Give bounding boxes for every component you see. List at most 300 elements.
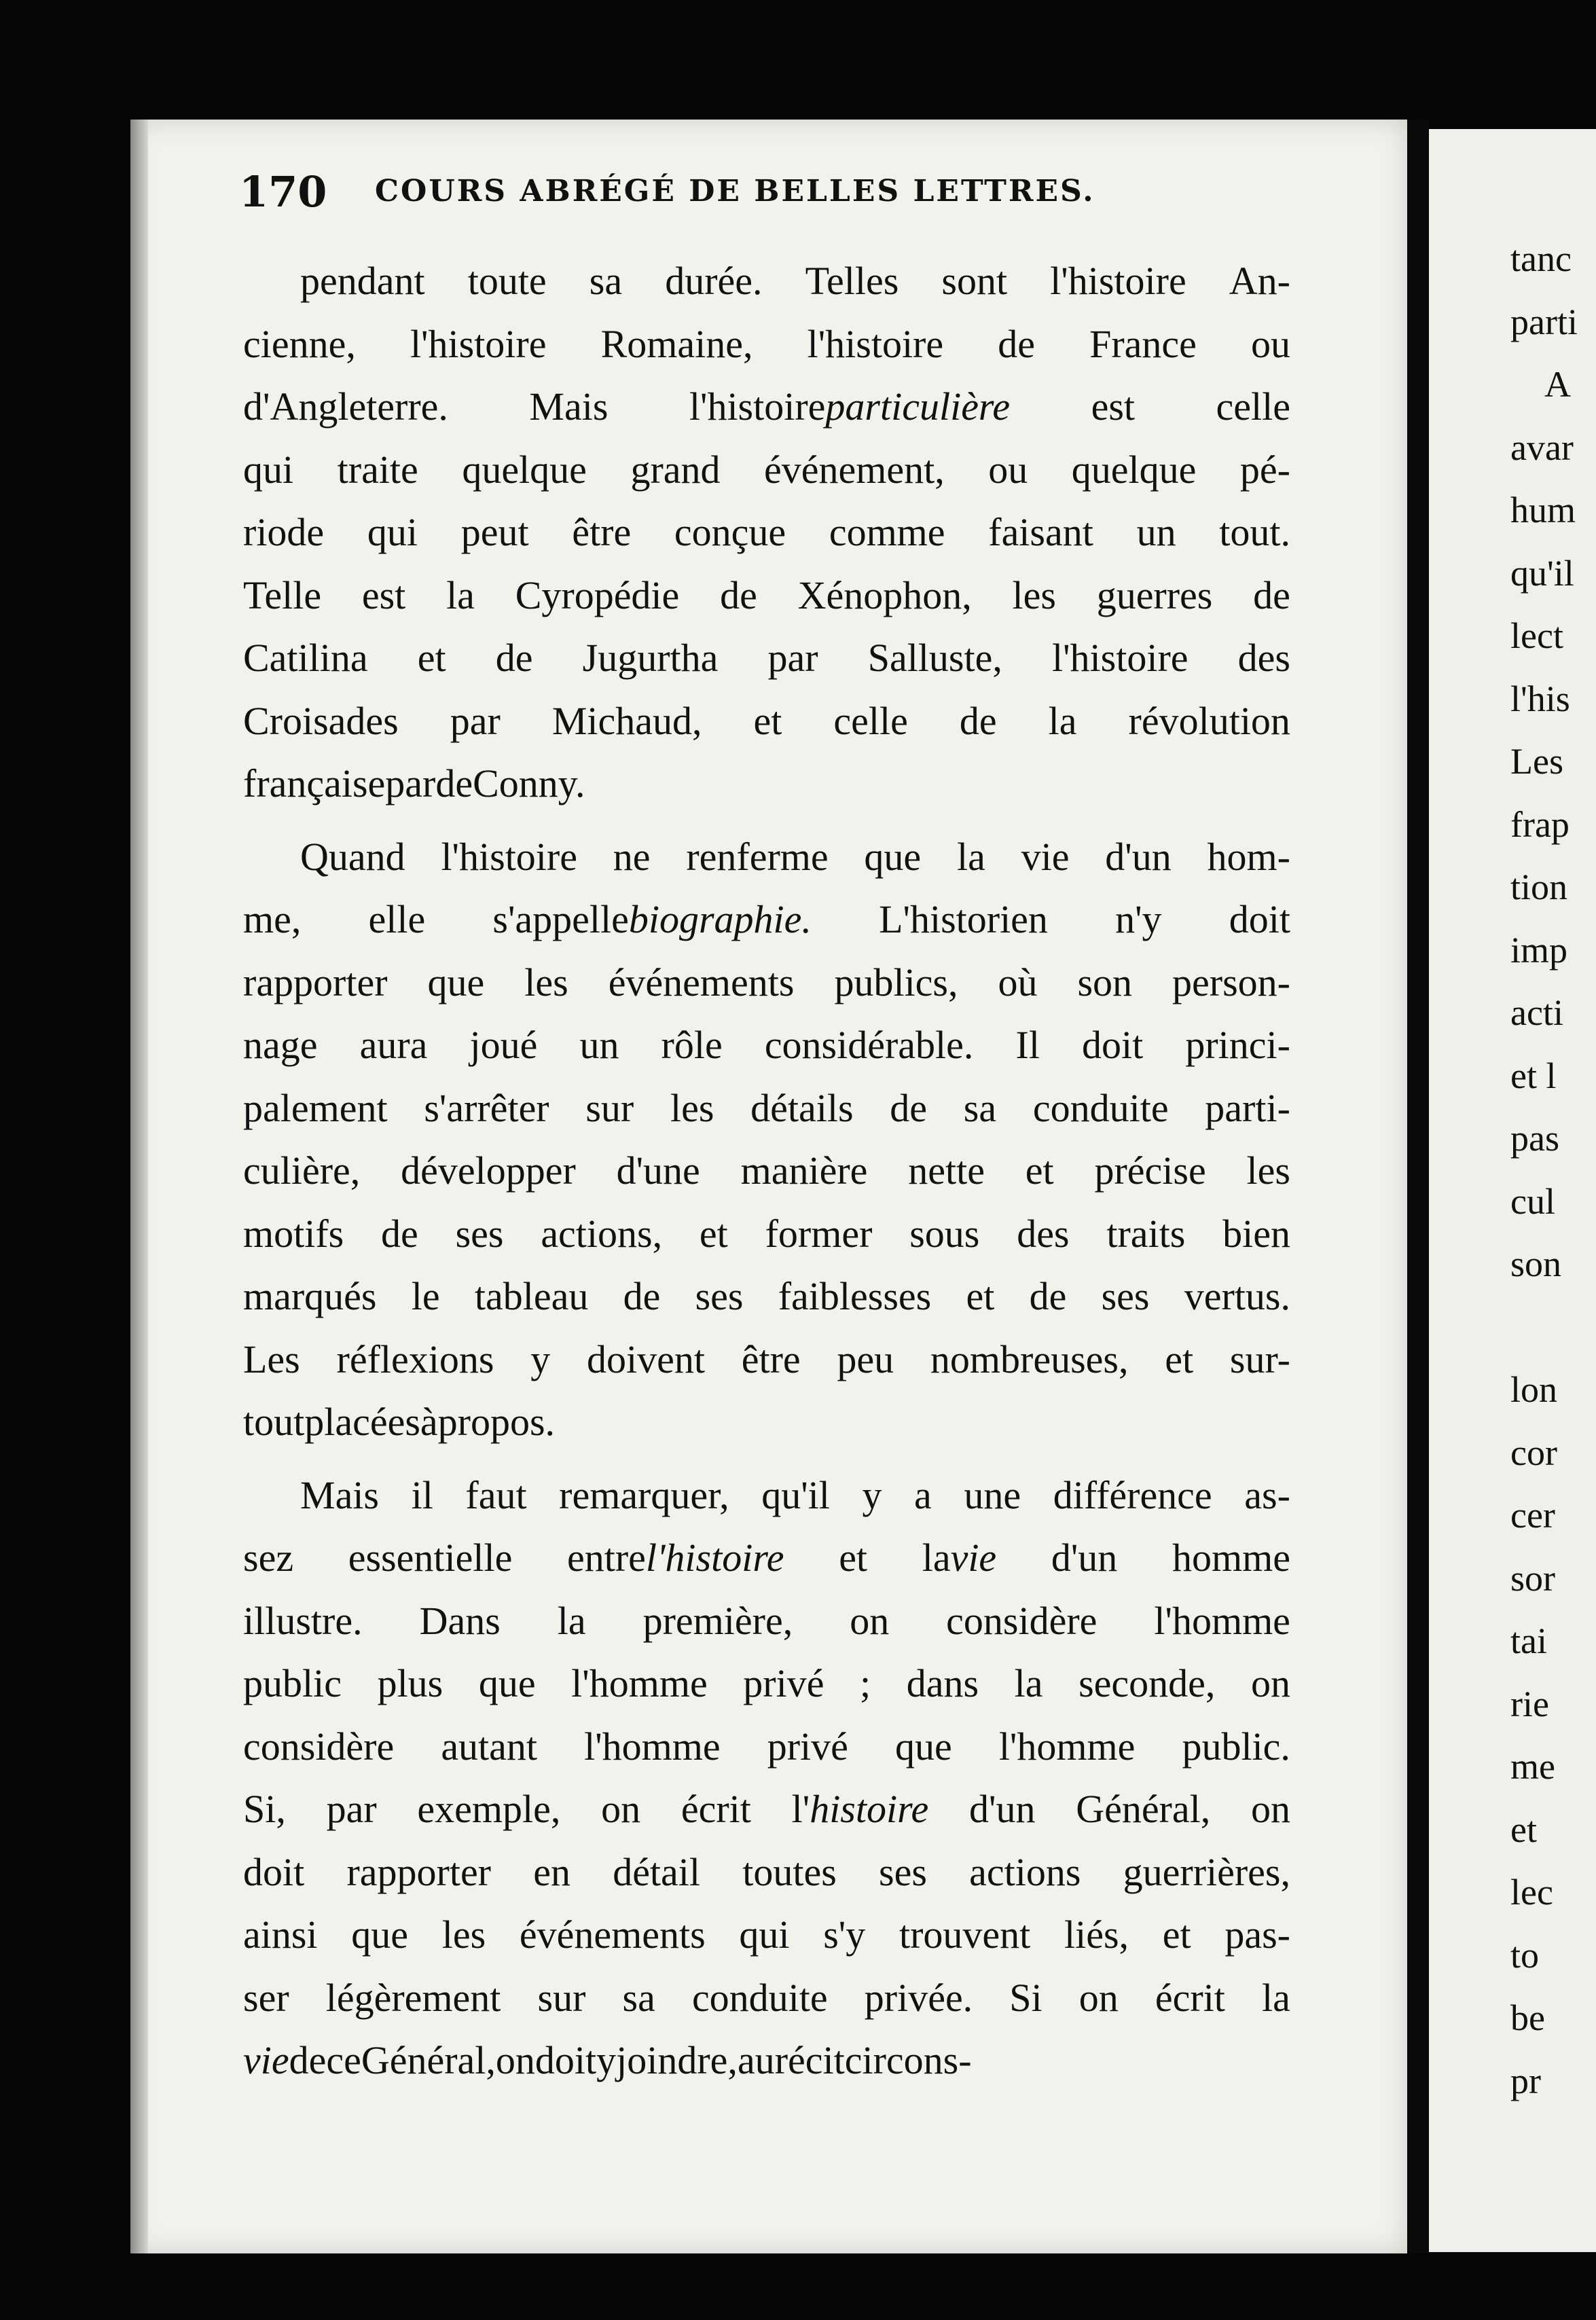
word: placées xyxy=(304,1400,420,1444)
word: Jugurtha xyxy=(582,636,719,680)
text-line xyxy=(243,1967,1290,2030)
word: rapporter xyxy=(346,1849,491,1894)
word: d'un xyxy=(1051,1536,1118,1580)
word: être xyxy=(572,510,632,554)
word: sous xyxy=(909,1211,980,1256)
text-line xyxy=(243,1716,1290,1779)
word: quelque xyxy=(1071,447,1197,492)
word: la xyxy=(1014,1661,1043,1705)
word: Michaud, xyxy=(551,698,702,743)
word: de xyxy=(1029,1274,1067,1318)
word: toute xyxy=(467,259,547,303)
word: la xyxy=(1262,1975,1290,2020)
word: de xyxy=(1253,573,1290,617)
word: peu xyxy=(837,1337,894,1381)
word: Cyropédie xyxy=(515,573,680,617)
word: sont xyxy=(941,259,1008,303)
word: traits xyxy=(1106,1211,1186,1256)
word: toutes xyxy=(742,1849,837,1894)
word: traite xyxy=(337,447,418,492)
word: Les xyxy=(243,1337,300,1381)
word: seconde, xyxy=(1078,1661,1216,1705)
right-page-fragment-text: A xyxy=(1544,364,1571,405)
right-page-fragment-text: tion xyxy=(1510,867,1568,907)
word: doit xyxy=(1082,1023,1144,1067)
word: dans xyxy=(906,1661,979,1705)
right-page-fragment-text: frap xyxy=(1510,803,1570,845)
word: pas- xyxy=(1225,1913,1290,1957)
word: événements xyxy=(608,960,795,1004)
word: des xyxy=(1237,636,1290,680)
word: et xyxy=(966,1274,995,1318)
word: les xyxy=(1012,573,1056,617)
word: Mais xyxy=(529,384,609,429)
word: ou xyxy=(1250,321,1290,366)
word: remarquer, xyxy=(559,1472,729,1517)
word: une xyxy=(964,1472,1021,1517)
word: développer xyxy=(401,1148,576,1193)
word: bien xyxy=(1222,1211,1290,1256)
word: propos. xyxy=(437,1400,556,1444)
word: quelque xyxy=(462,447,587,492)
word: ne xyxy=(613,834,651,879)
word: on xyxy=(850,1598,890,1643)
word: par xyxy=(450,698,501,743)
word: événement, xyxy=(764,447,945,492)
word: trouvent xyxy=(899,1913,1031,1957)
word: Conny. xyxy=(473,761,585,805)
word: sa xyxy=(622,1975,655,2020)
word: on xyxy=(1250,1661,1290,1705)
word: que xyxy=(864,834,922,879)
word: où xyxy=(998,960,1038,1004)
word: qu'il xyxy=(761,1472,830,1517)
word: guerres xyxy=(1096,573,1213,617)
word: faiblesses xyxy=(778,1274,932,1318)
word: française xyxy=(243,761,386,805)
word: que xyxy=(427,960,485,1004)
word: privée. xyxy=(864,1975,973,2020)
word: révolution xyxy=(1128,698,1290,743)
word: rapporter xyxy=(243,960,388,1004)
word: Salluste, xyxy=(867,636,1002,680)
word: et xyxy=(417,636,446,680)
text-line xyxy=(243,1652,1290,1716)
word: au xyxy=(737,2038,775,2082)
word: An- xyxy=(1229,259,1290,303)
word: rôle xyxy=(661,1023,723,1067)
word: de xyxy=(435,761,473,805)
word: la xyxy=(1048,698,1077,743)
word: être xyxy=(741,1337,801,1381)
text-line xyxy=(243,1841,1290,1904)
word: un xyxy=(1136,510,1176,554)
word: sur xyxy=(585,1085,634,1130)
word: y xyxy=(530,1337,551,1381)
word: que xyxy=(478,1661,536,1705)
word: d'un xyxy=(1105,834,1172,879)
text-line xyxy=(243,250,1290,313)
right-page-fragment-text: et xyxy=(1510,1809,1537,1850)
word: n'y xyxy=(1115,897,1162,941)
word: l'homme xyxy=(998,1724,1136,1769)
word: doit xyxy=(1229,897,1290,941)
word: les xyxy=(524,960,568,1004)
right-page-fragment-text: to xyxy=(1510,1934,1540,1976)
word: illustre. xyxy=(243,1598,363,1643)
text-line xyxy=(243,1203,1290,1266)
word: l'histoireparticulière xyxy=(689,384,1011,429)
right-page-fragment-text: son xyxy=(1510,1244,1562,1284)
paragraph-3 xyxy=(243,1464,1290,2092)
word: d'une xyxy=(616,1148,700,1193)
word: d'un xyxy=(969,1787,1036,1831)
word: et xyxy=(1162,1913,1191,1957)
word: sa xyxy=(963,1085,997,1130)
right-page-fragment-text: lect xyxy=(1510,615,1563,656)
word: son xyxy=(1077,960,1133,1004)
word: des xyxy=(1017,1211,1070,1256)
text-line xyxy=(243,1527,1290,1590)
right-page-fragment-text: cer xyxy=(1510,1495,1555,1536)
word: manière xyxy=(740,1148,868,1193)
word: le xyxy=(411,1274,440,1318)
word: est xyxy=(361,573,406,617)
word: grand xyxy=(630,447,721,492)
text-line xyxy=(243,690,1290,753)
word: privé xyxy=(743,1661,824,1705)
word: L'historien xyxy=(879,897,1048,941)
word: aura xyxy=(359,1023,428,1067)
word: conduite xyxy=(691,1975,828,2020)
word: renferme xyxy=(686,834,829,879)
word: que xyxy=(351,1913,409,1957)
right-page-fragment-text: lon xyxy=(1510,1369,1558,1410)
text-line xyxy=(243,1590,1290,1653)
word: cienne, xyxy=(243,321,356,366)
word: Général, xyxy=(361,2038,496,2082)
word: l'histoire xyxy=(807,321,944,366)
word: de xyxy=(890,1085,928,1130)
word: ses xyxy=(879,1849,927,1894)
word: tableau xyxy=(474,1274,589,1318)
word: celle xyxy=(833,698,908,743)
word: France xyxy=(1089,321,1197,366)
word: actions xyxy=(969,1849,1081,1894)
word: par xyxy=(767,636,818,680)
word: riode xyxy=(243,510,325,554)
word: l'histoire xyxy=(441,834,577,879)
right-page-fragment-text: qu'il xyxy=(1510,552,1574,594)
word: que xyxy=(894,1724,952,1769)
word: s'y xyxy=(823,1913,866,1957)
left-page xyxy=(130,120,1407,2253)
word: y xyxy=(862,1472,882,1517)
right-page-fragment-text: pr xyxy=(1510,2060,1541,2101)
right-page-fragment-text: rie xyxy=(1510,1683,1549,1724)
word: pé- xyxy=(1239,447,1290,492)
word: circons- xyxy=(844,2038,972,2082)
word: ses xyxy=(695,1274,744,1318)
word: différence xyxy=(1053,1472,1212,1517)
word: par xyxy=(385,761,436,805)
word: sa xyxy=(589,259,623,303)
word: ses xyxy=(455,1211,504,1256)
word: est xyxy=(1091,384,1136,429)
text-line xyxy=(243,951,1290,1015)
text-line xyxy=(243,1904,1290,1967)
text-line xyxy=(243,1464,1290,1527)
word: Dans xyxy=(419,1598,501,1643)
right-page-fragment-text: imp xyxy=(1510,929,1568,971)
word: ; xyxy=(860,1661,871,1705)
word: l'homme xyxy=(1154,1598,1290,1643)
word: précise xyxy=(1094,1148,1206,1193)
right-page-fragment-text: tanc xyxy=(1510,238,1572,279)
word: person- xyxy=(1172,960,1290,1004)
word: s'appellebiographie. xyxy=(492,897,812,941)
word: tout. xyxy=(1219,510,1290,554)
word: la xyxy=(956,834,985,879)
text-line xyxy=(243,1328,1290,1392)
right-page-fragment-text: pas xyxy=(1510,1118,1559,1159)
book-gutter xyxy=(1409,120,1429,2253)
word: écrit xyxy=(681,1787,751,1831)
word: détail xyxy=(613,1849,701,1894)
word: faut xyxy=(465,1472,527,1517)
word: nette xyxy=(908,1148,985,1193)
word: actions, xyxy=(541,1211,663,1256)
word: joué xyxy=(469,1023,538,1067)
word: Mais xyxy=(300,1472,379,1517)
word: et xyxy=(753,698,782,743)
word: par xyxy=(326,1787,377,1831)
word: on xyxy=(495,2038,535,2082)
word: qui xyxy=(243,447,294,492)
right-page-fragment-text: parti xyxy=(1510,301,1578,342)
word: ainsi xyxy=(243,1913,318,1957)
word: qui xyxy=(367,510,418,554)
word: vertus. xyxy=(1184,1274,1290,1318)
word: de xyxy=(998,321,1035,366)
word: Si, xyxy=(243,1787,286,1831)
word: doivent xyxy=(586,1337,705,1381)
word: ou xyxy=(988,447,1028,492)
text-line xyxy=(243,753,1290,816)
word: Telles xyxy=(805,259,899,303)
word: de xyxy=(623,1274,661,1318)
word: l'histoire xyxy=(410,321,547,366)
word: hom- xyxy=(1207,834,1290,879)
paragraph-2 xyxy=(243,826,1290,1454)
word: vie xyxy=(1021,834,1070,879)
word: princi- xyxy=(1185,1023,1290,1067)
word: comme xyxy=(829,510,945,554)
text-line xyxy=(243,501,1290,564)
word: les xyxy=(670,1085,714,1130)
word: l'histoire xyxy=(1051,636,1189,680)
word: plus xyxy=(377,1661,443,1705)
word: sur- xyxy=(1229,1337,1290,1381)
word: de xyxy=(381,1211,418,1256)
right-page-fragment-text: be xyxy=(1510,1997,1545,2038)
word: Romaine, xyxy=(600,321,753,366)
word: guerrières, xyxy=(1123,1849,1290,1894)
word: essentielle xyxy=(348,1536,513,1580)
word: les xyxy=(441,1913,486,1957)
word: considère xyxy=(243,1724,395,1769)
word: on xyxy=(601,1787,641,1831)
word: Il xyxy=(1015,1023,1040,1067)
word: joindre, xyxy=(616,2038,738,2082)
word: privé xyxy=(767,1724,848,1769)
word: lavie xyxy=(922,1536,997,1580)
page-header xyxy=(239,167,1326,221)
word: et xyxy=(699,1211,728,1256)
right-page-fragment-text: et l xyxy=(1510,1055,1557,1096)
word: as- xyxy=(1244,1472,1290,1517)
word: Catilina xyxy=(243,636,368,680)
word: marqués xyxy=(243,1274,377,1318)
word: qui xyxy=(739,1913,790,1957)
word: vie xyxy=(243,2038,289,2082)
right-page-fragment-text: acti xyxy=(1510,992,1563,1033)
text-line xyxy=(243,826,1290,889)
word: la xyxy=(446,573,475,617)
word: sez xyxy=(243,1536,294,1580)
right-page-fragment-text: cul xyxy=(1510,1180,1555,1222)
word: y xyxy=(596,2038,617,2082)
word: récit xyxy=(774,2038,845,2082)
word: on xyxy=(1250,1787,1290,1831)
word: culière, xyxy=(243,1148,361,1193)
word: exemple, xyxy=(417,1787,561,1831)
word: Croisades xyxy=(243,698,399,743)
word: ser xyxy=(243,1975,289,2020)
word: Si xyxy=(1009,1975,1042,2020)
word: former xyxy=(765,1211,873,1256)
right-page-fragment-text: avar xyxy=(1510,427,1574,468)
word: la xyxy=(557,1598,586,1643)
word: Général, xyxy=(1076,1787,1211,1831)
text-line xyxy=(243,888,1290,951)
word: nage xyxy=(243,1023,318,1067)
word: liés, xyxy=(1064,1913,1129,1957)
word: réflexions xyxy=(336,1337,494,1381)
paragraph-1 xyxy=(243,250,1290,816)
word: conçue xyxy=(674,510,786,554)
word: parti- xyxy=(1205,1085,1290,1130)
text-line xyxy=(243,2029,1290,2092)
text-line xyxy=(243,1391,1290,1454)
word: d'Angleterre. xyxy=(243,384,448,429)
word: considère xyxy=(946,1598,1098,1643)
word: public. xyxy=(1182,1724,1290,1769)
text-line xyxy=(243,1014,1290,1077)
text-line xyxy=(243,564,1290,628)
text-line xyxy=(243,1077,1290,1140)
word: faisant xyxy=(988,510,1093,554)
word: public xyxy=(243,1661,342,1705)
word: conduite xyxy=(1032,1085,1169,1130)
word: un xyxy=(579,1023,619,1067)
word: Telle xyxy=(243,573,322,617)
word: de xyxy=(289,2038,327,2082)
word: a xyxy=(914,1472,932,1517)
word: elle xyxy=(368,897,426,941)
word: écrit xyxy=(1155,1975,1225,2020)
word: peut xyxy=(460,510,529,554)
word: événements xyxy=(519,1913,706,1957)
word: l'homme xyxy=(584,1724,721,1769)
text-line xyxy=(243,627,1290,690)
word: doit xyxy=(534,2038,597,2082)
word: celle xyxy=(1216,384,1290,429)
word: les xyxy=(1246,1148,1290,1193)
word: l'histoire xyxy=(1050,259,1186,303)
word: palement xyxy=(243,1085,388,1130)
word: en xyxy=(533,1849,570,1894)
word: considérable. xyxy=(764,1023,974,1067)
word: légèrement xyxy=(325,1975,501,2020)
word: Quand xyxy=(300,834,405,879)
word: me, xyxy=(243,897,302,941)
word: homme xyxy=(1172,1536,1290,1580)
right-page-fragment-text: tai xyxy=(1510,1620,1547,1661)
word: de xyxy=(495,636,533,680)
word: et xyxy=(1025,1148,1054,1193)
word: l'histoire xyxy=(791,1787,929,1831)
right-page-fragment-text: Les xyxy=(1510,741,1563,782)
word: pendant xyxy=(300,259,425,303)
word: tout xyxy=(243,1400,305,1444)
running-title: COURS ABRÉGÉ DE BELLES LETTRES. xyxy=(375,174,1095,209)
word: et xyxy=(1165,1337,1194,1381)
right-page-fragment-text: sor xyxy=(1510,1557,1555,1599)
word: ses xyxy=(1101,1274,1150,1318)
word: nombreuses, xyxy=(930,1337,1129,1381)
word: sur xyxy=(537,1975,586,2020)
page-edge-shadow xyxy=(130,120,148,2253)
text-line xyxy=(243,313,1290,376)
word: détails xyxy=(750,1085,854,1130)
word: ce xyxy=(326,2038,361,2082)
word: il xyxy=(411,1472,433,1517)
word: on xyxy=(1078,1975,1119,2020)
word: à xyxy=(420,1400,438,1444)
right-page-fragment-text: cor xyxy=(1510,1432,1557,1473)
word: de xyxy=(720,573,757,617)
word: entrel'histoire xyxy=(566,1536,784,1580)
word: motifs xyxy=(243,1211,344,1256)
text-line xyxy=(243,439,1290,502)
word: première, xyxy=(642,1598,793,1643)
right-page-fragment-text: l'his xyxy=(1510,678,1570,719)
body-text xyxy=(243,250,1290,2092)
word: s'arrêter xyxy=(424,1085,549,1130)
right-page-fragment xyxy=(1429,129,1596,2252)
right-page-fragment-text: me xyxy=(1510,1746,1555,1787)
text-line xyxy=(243,376,1290,439)
right-page-fragment-text: hum xyxy=(1510,490,1576,530)
text-line xyxy=(243,1140,1290,1203)
word: durée. xyxy=(665,259,763,303)
text-line xyxy=(243,1778,1290,1841)
page-number: 170 xyxy=(239,167,327,217)
word: et xyxy=(839,1536,868,1580)
text-line xyxy=(243,1265,1290,1328)
word: autant xyxy=(441,1724,538,1769)
